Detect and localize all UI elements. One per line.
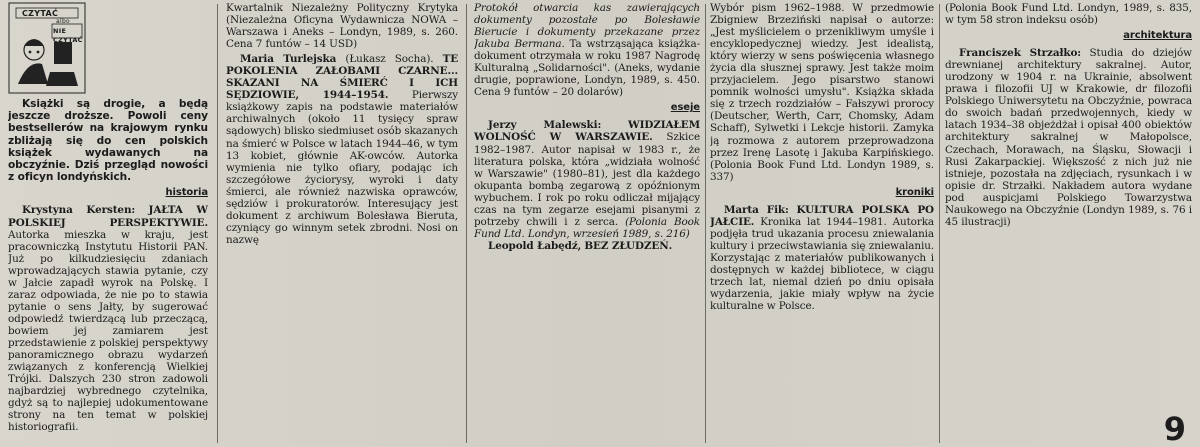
entry-labedz-body — [710, 2, 934, 183]
entry-title: BEZ ZŁUDZEŃ. — [584, 239, 673, 252]
entry-title: WIDZIAŁEM WOLNOŚĆ W WARSZAWIE. — [474, 119, 700, 144]
entry-body: Pierwszy książkowy zapis na podstawie materiałów archiwalnych (około 11 tysięcy spraw sądowych) blisko siedmiuset osób skazanych na śmierć w Polsce w latach 1944–46, w tym 13 kobiet, głównie AK-owców. Autorka wymienia nie tylko ofiary, podając ich szczegółowe życiorysy, wyroki i daty śmierci, ale również nazwiska oprawców, sędziów i prokuratorów. Interesujący jest dokument z archiwum Bolesława Bieruta, czyniący go winnym setek zbrodni. Nosi on nazwę — [226, 89, 458, 246]
entry-body: Kronika lat 1944–1981. Autorka podjęła trud ukazania procesu zniewalania kultury i przeciwstawiania się zniewalaniu. Korzystając z materiałów publikowanych i dostępnych w każdej bibliotece, w ciągu trzech lat, niemal dzień po dniu opisała wydarzenia, jakie miały wpływ na życie kulturalne w Polsce. — [710, 215, 934, 313]
entry-body: Szkice 1982–1987. Autor napisał w 1983 r., że literatura polska, która „widziała wolność w Warszawie" (1980–81), jest dla każdego okupanta bombą zegarową z opóźnionym wybuchem. I rok po roku odliczał mijający czas na tym zegarze esejami pisanymi z potrzeby chwili i z serca. — [474, 131, 700, 228]
entry-author: Maria Turlejska — [240, 53, 337, 66]
entry-pub: (Polonia Book Fund Ltd. Londyn 1989, s. 337) — [710, 158, 934, 183]
section-heading-architecture: architektura — [1123, 30, 1192, 42]
column-4 — [710, 2, 934, 447]
entry-author: Krystyna Kersten: — [22, 204, 136, 217]
column-2 — [226, 2, 458, 447]
logo-text-2: albo — [56, 18, 71, 25]
entry-malewski — [474, 119, 700, 239]
logo-text-1: CZYTAĆ — [22, 9, 59, 18]
column-divider — [217, 4, 218, 443]
entry-author: Jerzy Malewski: — [488, 119, 602, 132]
logo-text-3: NIE CZYTAĆ — [53, 27, 83, 44]
column-5 — [945, 2, 1192, 447]
intro-lead: Książki są drogie, a będą jeszcze droższe. Powoli ceny bestsellerów na krajowym rynku zbliżają się do cen polskich książek wydawanych na obczyźnie. Dziś przegląd nowości z oficyn londyńskich. — [8, 98, 208, 184]
entry-pseudonym: (Łukasz Socha). — [345, 53, 434, 66]
entry-author: Leopold Łabędź, — [488, 239, 582, 252]
entry-turlejska — [226, 53, 458, 246]
entry-title: KULTURA POLSKA PO JAŁCIE. — [710, 203, 934, 228]
column-3 — [474, 2, 700, 447]
entry-strzalko — [945, 47, 1192, 228]
entry-body-cont: Ta wstrząsająca książka-dokument otrzymała w roku 1987 Nagrodę Kulturalną „Solidarności". (Aneks, wydanie drugie, poprawione, Londyn, 1989, s. 450. Cena 9 funtów – 20 dolarów) — [474, 38, 700, 99]
entry-title: TE POKOLENIA ZAŁOBAMI CZARNE... SKAZANI NA ŚMIERĆ I ICH SĘDZIOWIE, 1944–1954. — [226, 53, 458, 102]
entry-kersten — [8, 204, 208, 433]
entry-fik-pub: (Polonia Book Fund Ltd. Londyn, 1989, s. 835, w tym 58 stron indeksu osób) — [945, 2, 1192, 27]
entry-body: Autorka mieszka w kraju, jest pracowniczką Instytutu Historii PAN. Już po kilkudziesięciu zdaniach wprowadzających stawia pytanie, czy w Jałcie zapadł wyrok na Polskę. I zaraz odpowiada, że nie po to stawia pytanie o sens Jałty, by sugerować odpowiedź twierdzącą lub przeczącą, bowiem jej zamiarem jest przedstawienie z polskiej perspektywy panoramicznego obrazu wydarzeń związanych z konferencją Wielkiej Trójki. Dalszych 230 stron zadowoli najbardziej wybrednego czytelnika, gdyż są to najlepiej udokumentowane strony na ten temat w polskiej historiografii. — [8, 228, 208, 434]
entry-fik — [710, 204, 934, 312]
section-heading-chronicles: kroniki — [895, 186, 934, 198]
section-heading-essay: eseje — [670, 102, 700, 114]
entry-body: Autor, urodzony w 1904 r. na Ukrainie, absolwent prawa i filozofii UJ w Krakowie, dr filozofii Polskiego Uniwersytetu na Obczyźnie, powraca do swoich badań przedwojennych, kiedy w latach 1934–38 objeżdżał i opisał 400 obiektów architektury sakralnej w Małopolsce, Czechach, Morawach, na Śląsku, Słowacji i Rusi Zakarpackiej. Większość z nich już nie istnieje, pozostała na zdjęciach, rysunkach i w opisie dr. Strzałki. Nakładem autora wydane pod auspicjami Polskiego Towarzystwa Naukowego na Obczyźnie — [945, 59, 1192, 216]
section-heading-history: historia — [165, 187, 208, 199]
entry-pub: (Polonia Book Fund Ltd. Londyn, wrzesień 1989, s. 216) — [474, 215, 700, 240]
entry-body: Wybór pism 1962–1988. W przedmowie Zbigniew Brzeziński napisał o autorze: „Jest myślicielem o przenikliwym umyśle i encyklopedycznej wiedzy. Jest idealistą, który wierzy w sens poświęcenia własnego życia dla słusznej sprawy. Jest także moim przyjacielem. Jego pisarstwo stanowi pomnik wolności umysłu". Książka składa się z trzech rozdziałów – Fałszywi prorocy (Deutscher, Werth, Carr, Chomsky, Adam Schaff), Sylwetki i Lekcje historii. Zamyka ją rozmowa z autorem przeprowadzona przez Irenę Lasotę i Jakuba Karpińskiego. — [710, 2, 934, 159]
entry-author: Marta Fik: — [724, 203, 789, 216]
entry-turlejska-cont — [474, 2, 700, 98]
column-divider — [705, 4, 706, 443]
column-divider — [939, 4, 940, 443]
entry-kersten-pub: Kwartalnik Niezależny Polityczny Krytyka (Niezależna Oficyna Wydawnicza NOWA – Warszawa i Aneks – Londyn, 1989, s. 260. Cena 7 funtów – 14 USD) — [226, 2, 458, 51]
entry-labedz — [474, 240, 700, 252]
page-number: 9 — [1163, 410, 1186, 447]
column-divider — [466, 4, 467, 443]
entry-title: Studia do dziejów drewnianej architektury sakralnej. — [945, 47, 1192, 72]
entry-pub: (Londyn 1989, s. 76 i 45 ilustracji) — [945, 203, 1192, 228]
column-1 — [8, 2, 208, 447]
entry-author: Franciszek Strzałko: — [959, 47, 1082, 60]
entry-title: JAŁTA W POLSKIEJ PERSPEKTYWIE. — [8, 204, 208, 229]
column-logo — [8, 2, 86, 94]
document-title: Protokół otwarcia kas zawierających dokumenty pozostałe po Bolesławie Bierucie i dokumenty przekazane przez Jakuba Bermana. — [474, 2, 700, 51]
